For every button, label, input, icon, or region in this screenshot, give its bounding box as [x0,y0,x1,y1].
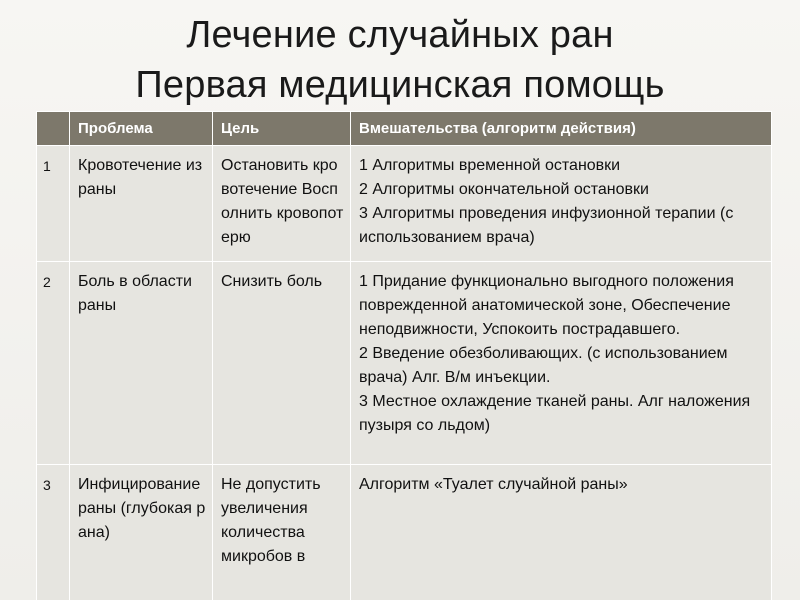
action-step: 3 Местное охлаждение тканей раны. Алг наложения пузыря со льдом) [359,393,751,434]
action-step: Алгоритм «Туалет случайной раны» [359,476,628,493]
header-num [37,112,70,146]
action-step: 1 Алгоритмы временной остановки [359,157,621,174]
table-row [37,146,772,262]
header-actions: Вмешательства (алгоритм действия) [351,112,772,146]
table-header-row [37,112,772,146]
problem-cell: Кровотечение из раны [70,146,213,262]
actions-cell [351,146,772,262]
row-number: 1 [37,146,70,262]
action-step: 2 Введение обезболивающих. (с использованием врача) Алг. В/м инъекции. [359,345,728,386]
row-number: 2 [37,262,70,465]
header-problem: Проблема [70,112,213,146]
action-step: 3 Алгоритмы проведения инфузионной терапии (с использованием врача) [359,205,734,246]
title-line-1: Лечение случайных ран [186,14,614,56]
title-line-2: Первая медицинская помощь [135,64,665,106]
table-row [37,465,772,600]
header-goal: Цель [213,112,351,146]
slide-title [0,10,800,110]
problem-cell: Боль в области раны [70,262,213,465]
actions-cell [351,262,772,465]
goal-cell: Снизить боль [213,262,351,465]
goal-cell: Не допустить увеличения количества микробов в [213,465,351,600]
row-number: 3 [37,465,70,600]
action-step: 2 Алгоритмы окончательной остановки [359,181,649,198]
goal-cell: Остановить кровотечение Восполнить кровопотерю [213,146,351,262]
action-step: 1 Придание функционально выгодного положения поврежденной анатомической зоне, Обеспечение неподвижности, Успокоить пострадавшего. [359,273,734,338]
problem-cell: Инфицирование раны (глубокая рана) [70,465,213,600]
table-row [37,262,772,465]
actions-cell [351,465,772,600]
treatment-table [36,111,772,600]
